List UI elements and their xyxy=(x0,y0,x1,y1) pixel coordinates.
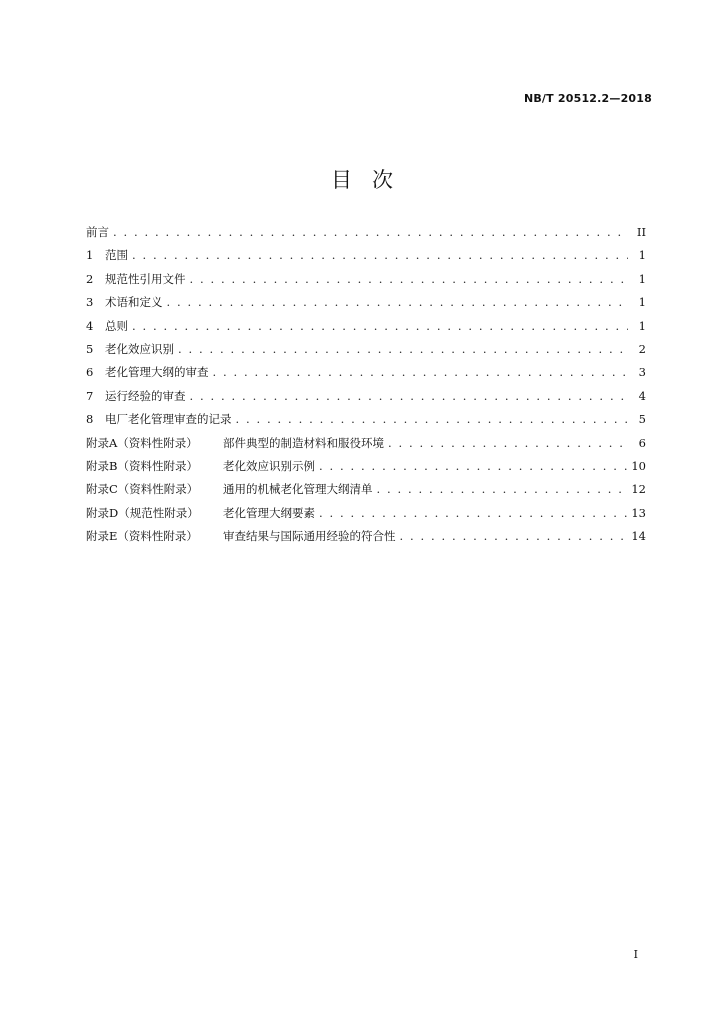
toc-entry-6[interactable] xyxy=(86,364,646,387)
toc-leader-dots xyxy=(213,365,629,379)
toc-entry-8[interactable] xyxy=(86,411,646,434)
toc-entry-2[interactable] xyxy=(86,271,646,294)
toc-entry-label: 老化管理大纲要素 xyxy=(223,505,315,520)
toc-entry-label: 电厂老化管理审查的记录 xyxy=(105,412,232,427)
toc-leader-dots xyxy=(167,295,629,309)
toc-entry-page: 10 xyxy=(631,458,646,473)
toc-leader-dots xyxy=(377,482,628,496)
toc-entry-1[interactable] xyxy=(86,247,646,270)
toc-entry-number: 5 xyxy=(86,341,94,356)
toc-entry-appendix-d[interactable] xyxy=(86,505,646,528)
toc-leader-dots xyxy=(190,389,629,403)
toc-entry-page: 6 xyxy=(638,435,646,450)
toc-entry-label: 规范性引用文件 xyxy=(105,271,186,286)
toc-appendix-tag: 附录A（资料性附录） xyxy=(86,435,198,450)
toc-leader-dots xyxy=(319,459,627,473)
toc-appendix-tag: 附录E（资料性附录） xyxy=(86,529,198,544)
toc-entry-page: 1 xyxy=(638,271,646,286)
toc-leader-dots xyxy=(190,272,629,286)
toc-entry-appendix-c[interactable] xyxy=(86,481,646,504)
toc-entry-page: 12 xyxy=(631,482,646,497)
toc-entry-page: II xyxy=(636,225,646,239)
toc-appendix-tag: 附录C（资料性附录） xyxy=(86,482,199,497)
toc-entry-page: 1 xyxy=(638,295,646,310)
toc-entry-number: 6 xyxy=(86,365,94,380)
page-title: 目次 xyxy=(331,168,413,192)
toc-entry-label: 前言 xyxy=(86,225,109,239)
toc-entry-label: 总则 xyxy=(105,318,128,333)
toc-entry-5[interactable] xyxy=(86,341,646,364)
toc-entry-page: 3 xyxy=(638,365,646,380)
toc-entry-label: 范围 xyxy=(105,248,128,263)
toc-entry-3[interactable] xyxy=(86,294,646,317)
toc-leader-dots xyxy=(388,436,628,450)
toc-entry-number: 3 xyxy=(86,295,94,310)
toc-entry-appendix-a[interactable] xyxy=(86,435,646,458)
toc-entry-label: 老化效应识别示例 xyxy=(223,458,315,473)
toc-entry-page: 13 xyxy=(631,505,646,520)
toc-appendix-tag: 附录B（资料性附录） xyxy=(86,458,198,473)
toc-entry-label: 运行经验的审查 xyxy=(105,388,186,403)
page-number: I xyxy=(633,948,638,961)
toc-entry-number: 8 xyxy=(86,412,94,427)
toc-leader-dots xyxy=(132,319,628,333)
toc-leader-dots xyxy=(178,342,628,356)
toc-entry-label: 老化效应识别 xyxy=(105,341,174,356)
toc-entry-label: 部件典型的制造材料和服役环境 xyxy=(223,435,384,450)
toc-entry-appendix-b[interactable] xyxy=(86,458,646,481)
toc-leader-dots xyxy=(113,225,628,239)
toc-entry-label: 术语和定义 xyxy=(105,295,163,310)
toc-entry-label: 老化管理大纲的审查 xyxy=(105,365,209,380)
toc-entry-7[interactable] xyxy=(86,388,646,411)
toc-entry-label: 审查结果与国际通用经验的符合性 xyxy=(223,529,396,544)
toc-entry-4[interactable] xyxy=(86,318,646,341)
toc-entry-page: 14 xyxy=(631,529,646,544)
toc-entry-foreword[interactable] xyxy=(86,224,646,247)
toc-leader-dots xyxy=(236,412,629,426)
toc-leader-dots xyxy=(400,529,628,543)
toc-entry-number: 4 xyxy=(86,318,94,333)
toc-entry-page: 1 xyxy=(638,248,646,263)
toc-entry-number: 1 xyxy=(86,248,94,263)
toc-entry-page: 1 xyxy=(638,318,646,333)
toc-entry-number: 2 xyxy=(86,271,94,286)
table-of-contents xyxy=(86,224,646,551)
toc-entry-appendix-e[interactable] xyxy=(86,528,646,551)
standard-code: NB/T 20512.2—2018 xyxy=(523,92,652,105)
toc-entry-label: 通用的机械老化管理大纲清单 xyxy=(223,482,373,497)
toc-leader-dots xyxy=(319,506,627,520)
toc-entry-number: 7 xyxy=(86,388,94,403)
toc-entry-page: 2 xyxy=(638,341,646,356)
toc-entry-page: 4 xyxy=(638,388,646,403)
toc-leader-dots xyxy=(132,248,628,262)
toc-entry-page: 5 xyxy=(638,412,646,427)
toc-appendix-tag: 附录D（规范性附录） xyxy=(86,505,199,520)
